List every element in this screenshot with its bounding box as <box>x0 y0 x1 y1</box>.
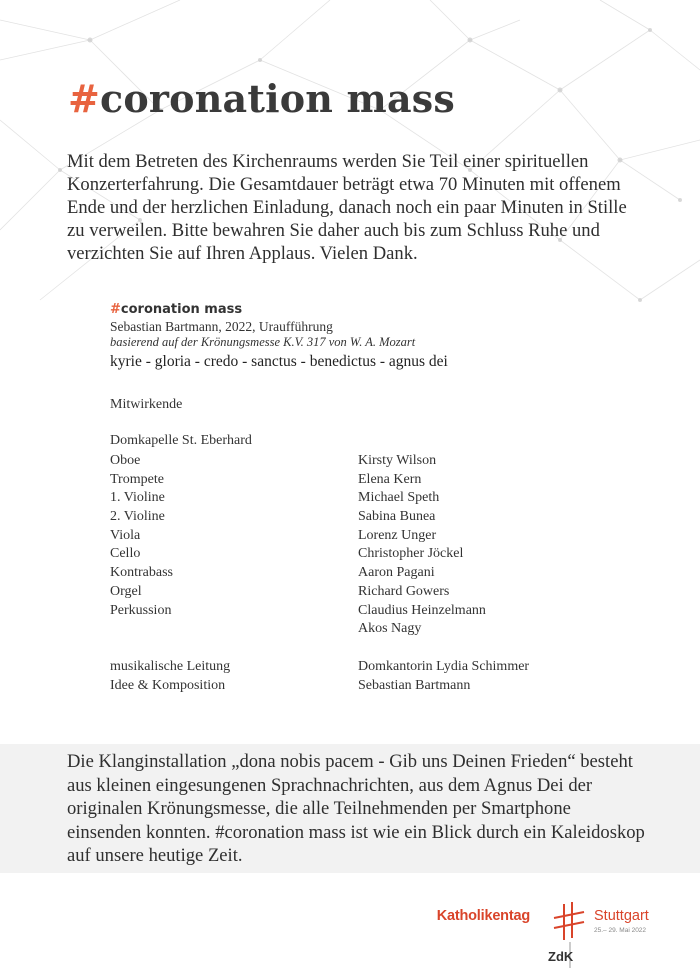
credit-row <box>110 658 610 677</box>
title-text: coronation mass <box>100 76 455 121</box>
credit-name: Domkantorin Lydia Schimmer <box>358 659 530 674</box>
program-based-on: basierend auf der Krönungsmesse K.V. 317 von W. A. Mozart <box>110 335 416 349</box>
roster-row <box>110 527 610 546</box>
program-title-text: coronation mass <box>120 302 243 317</box>
credit-name: Sebastian Bartmann <box>358 677 471 693</box>
credits-list <box>110 658 610 695</box>
roster-row <box>110 471 610 490</box>
roster-name: Elena Kern <box>358 471 422 487</box>
credit-role: musikalische Leitung <box>110 659 231 674</box>
roster-row <box>110 620 610 639</box>
roster-role: 2. Violine <box>110 509 165 525</box>
roster-name: Kirsty Wilson <box>358 453 437 468</box>
installation-text: Die Klanginstallation „dona nobis pacem - Gib uns Deinen Frieden“ besteht aus kleinen eingesungenen Sprachnachrichten, aus dem Agnus Dei der originalen Krönungsmesse, die alle Teilnehmenden per Smartphone einsenden konnten. #coronation mass ist wie ein Blick durch ein Kaleidoskop auf unsere heutige Zeit. <box>67 751 645 866</box>
program-title <box>110 302 630 317</box>
page-title <box>68 76 455 121</box>
roster-name: Richard Gowers <box>358 583 450 599</box>
program-block <box>110 302 630 371</box>
roster-name: Lorenz Unger <box>358 527 437 543</box>
roster-row <box>110 564 610 583</box>
program-hash: # <box>110 302 121 317</box>
performers-heading: Mitwirkende <box>110 397 183 412</box>
logo-dates: 25.– 29. Mai 2022 <box>594 927 647 934</box>
roster-role: Cello <box>110 546 141 562</box>
roster-role: Orgel <box>110 583 142 599</box>
logo-right-text: Stuttgart <box>594 908 649 924</box>
roster-name: Michael Speth <box>358 490 440 506</box>
roster-name: Akos Nagy <box>358 621 422 637</box>
roster-row <box>110 452 610 471</box>
roster-row <box>110 545 610 564</box>
program-subtitle: Sebastian Bartmann, 2022, Uraufführung <box>110 319 333 334</box>
ensemble-name: Domkapelle St. Eberhard <box>110 433 252 448</box>
performers-roster <box>110 452 610 639</box>
credit-row <box>110 677 610 696</box>
roster-name: Claudius Heinzelmann <box>358 602 486 618</box>
roster-role: Oboe <box>110 453 141 468</box>
roster-role <box>110 620 358 639</box>
roster-name: Aaron Pagani <box>358 565 435 581</box>
logo-left-text: Katholikentag <box>436 908 530 924</box>
roster-row <box>110 602 610 621</box>
roster-name: Sabina Bunea <box>358 509 436 525</box>
roster-row <box>110 583 610 602</box>
katholikentag-logo <box>436 902 649 970</box>
roster-role: 1. Violine <box>110 490 165 506</box>
roster-role: Perkussion <box>110 602 172 618</box>
roster-row <box>110 489 610 508</box>
title-hash: # <box>68 76 101 121</box>
roster-name: Christopher Jöckel <box>358 546 464 562</box>
logo-org: ZdK <box>548 949 574 964</box>
roster-row <box>110 508 610 527</box>
credit-role: Idee & Komposition <box>110 677 226 693</box>
intro-paragraph: Mit dem Betreten des Kirchenraums werden Sie Teil einer spirituellen Konzerterfahrung. Die Gesamtdauer beträgt etwa 70 Minuten mit offenem Ende und der herzlichen Einladung, danach noch ein paar Minuten in Stille zu verweilen. Bitte bewahren Sie daher auch bis zum Schluss Ruhe und verzichten Sie auf Ihren Applaus. Vielen Dank. <box>67 151 627 264</box>
roster-role: Kontrabass <box>110 565 173 581</box>
program-movements: kyrie - gloria - credo - sanctus - benedictus - agnus dei <box>110 353 448 370</box>
roster-role: Viola <box>110 527 141 543</box>
roster-role: Trompete <box>110 471 164 487</box>
